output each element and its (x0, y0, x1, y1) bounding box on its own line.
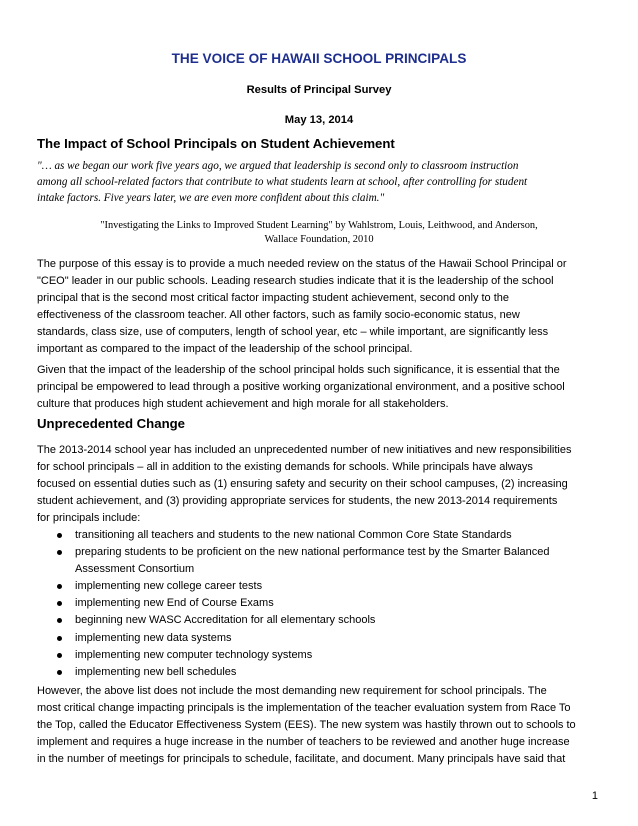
quote-line: "… as we began our work five years ago, we argued that leadership is second only to classroom instruction (37, 160, 519, 172)
list-item: implementing new computer technology systems (37, 647, 597, 664)
paragraph-line: student achievement, and (3) providing appropriate services for students, the new 2013-2014 requirements (37, 495, 558, 508)
document-date: May 13, 2014 (284, 114, 354, 126)
paragraph-line: for principals include: (37, 512, 141, 525)
bullet-icon (57, 550, 62, 555)
paragraph-line: The purpose of this essay is to provide a much needed review on the status of the Hawaii School Principal or (37, 258, 567, 270)
list-item: implementing new bell schedules (37, 664, 597, 681)
paragraph-line: Given that the impact of the leadership of the school principal holds such significance, it is essential that the (37, 364, 560, 376)
bullet-icon (57, 533, 62, 538)
list-item: implementing new data systems (37, 630, 597, 647)
paragraph-line: principal be empowered to lead through a positive working organizational environment, and a positive school (37, 381, 565, 394)
paragraph-line: important as compared to the impact of the leadership of the school principal. (37, 343, 413, 356)
paragraph-line: implement and requires a huge increase in the number of teachers to be reviewed and another huge increase (37, 736, 570, 749)
list-item: implementing new college career tests (37, 578, 597, 595)
paragraph-line: standards, class size, use of computers, length of school year, etc – while important, are significantly less (37, 326, 549, 339)
document-subtitle: Results of Principal Survey (246, 84, 392, 96)
page-number: 1 (591, 790, 598, 802)
section-heading-impact: The Impact of School Principals on Student Achievement (37, 136, 395, 151)
research-quote (37, 158, 605, 206)
bullet-icon (57, 618, 62, 623)
paragraph-purpose (37, 256, 607, 359)
list-item: preparing students to be proficient on the new national performance test by the Smarter Balanced Assessment Consortium (37, 544, 597, 578)
paragraph-empowerment (37, 362, 607, 413)
bullet-icon (57, 636, 62, 641)
paragraph-line: effectiveness of the classroom teacher. All other factors, such as family socio-economic status, new (37, 309, 520, 322)
bullet-icon (57, 584, 62, 589)
citation-line: Wallace Foundation, 2010 (264, 234, 374, 245)
paragraph-ees (37, 683, 607, 768)
paragraph-line: However, the above list does not include the most demanding new requirement for school principals. The (37, 685, 547, 697)
document-title: THE VOICE OF HAWAII SCHOOL PRINCIPALS (171, 51, 467, 66)
paragraph-line: culture that produces high student achievement and high morale for all stakeholders. (37, 398, 449, 411)
list-item: beginning new WASC Accreditation for all elementary schools (37, 612, 597, 629)
paragraph-line: focused on essential duties such as (1) ensuring safety and security on their school campuses, (2) increasing (37, 478, 568, 491)
list-item-continuation: Assessment Consortium (75, 563, 195, 576)
section-heading-change: Unprecedented Change (37, 416, 186, 431)
paragraph-line: The 2013-2014 school year has included an unprecedented number of new initiatives and new responsibilities (37, 444, 572, 456)
quote-line: intake factors. Five years later, we are even more confident about this claim." (37, 192, 385, 204)
citation-line: "Investigating the Links to Improved Student Learning" by Wahlstrom, Louis, Leithwood, and Anderson, (100, 220, 538, 231)
list-item: transitioning all teachers and students to the new national Common Core State Standards (37, 527, 597, 544)
quote-line: among all school-related factors that contribute to what students learn at school, after controlling for student (37, 176, 528, 188)
list-item: implementing new End of Course Exams (37, 595, 597, 612)
paragraph-line: principal that is the second most critical factor impacting student achievement, second only to the (37, 292, 510, 305)
paragraph-line: most critical change impacting principals is the implementation of the teacher evaluation system from Race To (37, 702, 571, 715)
bullet-icon (57, 670, 62, 675)
bullet-icon (57, 601, 62, 606)
paragraph-line: in the number of meetings for principals to schedule, facilitate, and document. Many principals have said that (37, 753, 566, 766)
requirements-list (37, 527, 597, 681)
quote-citation (0, 219, 638, 247)
paragraph-line: the Top, called the Educator Effectiveness System (EES). The new system was hastily thrown out to schools to (37, 719, 576, 732)
paragraph-school-year (37, 442, 607, 527)
paragraph-line: for school principals – all in addition to the existing demands for schools. While principals have always (37, 461, 533, 474)
paragraph-line: "CEO" leader in our public schools. Leading research studies indicate that it is the leadership of the school (37, 275, 554, 288)
bullet-icon (57, 653, 62, 658)
